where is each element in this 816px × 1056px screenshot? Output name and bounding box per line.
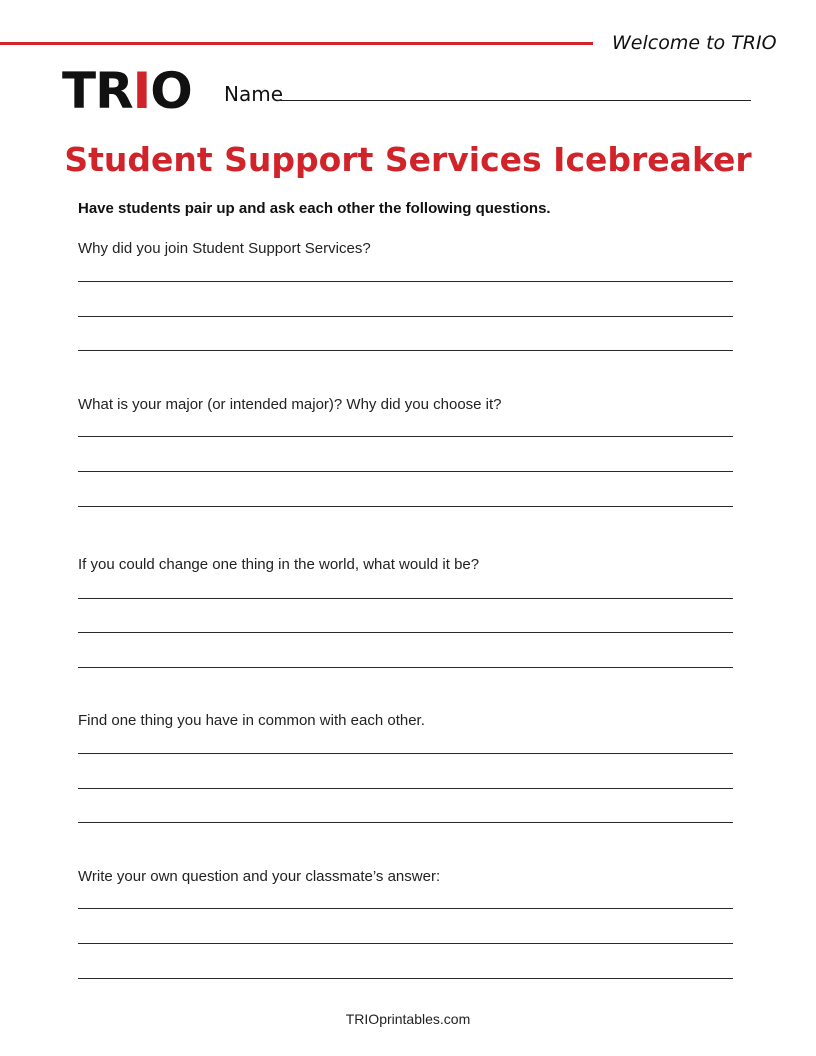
name-label: Name	[224, 82, 284, 106]
answer-line[interactable]	[78, 753, 733, 754]
header-tagline: Welcome to TRIO	[612, 32, 777, 54]
question-block	[78, 396, 738, 413]
footer-website: TRIOprintables.com	[345, 1011, 471, 1027]
answer-line[interactable]	[78, 667, 733, 668]
logo-text-o: O	[150, 62, 192, 120]
question-block	[78, 712, 738, 729]
question-label: Write your own question and your classmate’s answer:	[78, 868, 441, 885]
page-title: Student Support Services Icebreaker	[64, 140, 752, 179]
instructions: Have students pair up and ask each other the following questions.	[78, 200, 551, 217]
answer-line[interactable]	[78, 350, 733, 351]
logo-text-tr: TR	[62, 62, 133, 120]
answer-line[interactable]	[78, 788, 733, 789]
answer-line[interactable]	[78, 632, 733, 633]
logo-text-i: I	[132, 62, 151, 120]
answer-line[interactable]	[78, 822, 733, 823]
name-write-line[interactable]	[278, 100, 751, 101]
answer-line[interactable]	[78, 436, 733, 437]
question-label: What is your major (or intended major)? Why did you choose it?	[78, 396, 502, 413]
question-label: Find one thing you have in common with each other.	[78, 712, 425, 729]
answer-line[interactable]	[78, 978, 733, 979]
question-label: If you could change one thing in the world, what would it be?	[78, 556, 480, 573]
answer-line[interactable]	[78, 281, 733, 282]
answer-line[interactable]	[78, 471, 733, 472]
answer-line[interactable]	[78, 506, 733, 507]
trio-logo	[62, 62, 192, 120]
answer-line[interactable]	[78, 908, 733, 909]
question-block	[78, 240, 738, 257]
answer-line[interactable]	[78, 943, 733, 944]
question-block	[78, 868, 738, 885]
answer-line[interactable]	[78, 316, 733, 317]
header-accent-rule	[0, 42, 593, 45]
answer-line[interactable]	[78, 598, 733, 599]
question-block	[78, 556, 738, 573]
question-label: Why did you join Student Support Services?	[78, 240, 371, 257]
